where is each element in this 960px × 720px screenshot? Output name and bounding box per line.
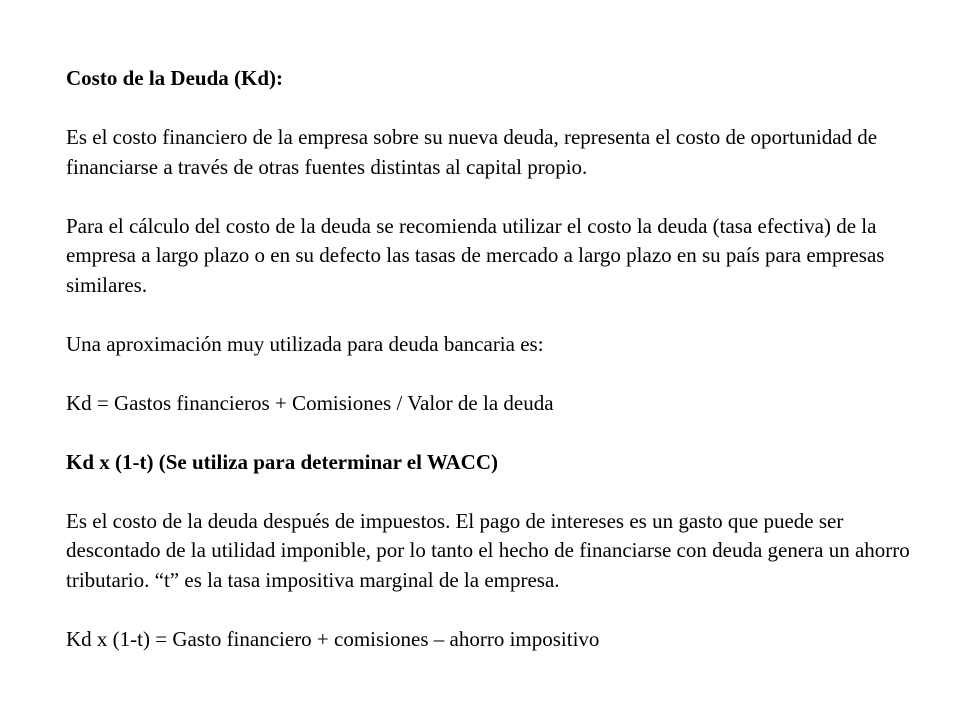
formula-kd: Kd = Gastos financieros + Comisiones / Valor de la deuda <box>66 390 554 415</box>
after-tax-heading: Kd x (1-t) (Se utiliza para determinar el WACC) <box>66 449 498 474</box>
slide-content <box>66 64 926 684</box>
after-tax-explanation: Es el costo de la deuda después de impuestos. El pago de intereses es un gasto que puede ser descontado de la utilidad imponible, por lo tanto el hecho de financiarse con deuda genera un ahorro tributario. “t” es la tasa impositiva marginal de la empresa. <box>66 508 910 592</box>
intro-paragraph: Es el costo financiero de la empresa sobre su nueva deuda, representa el costo de oportunidad de financiarse a través de otras fuentes distintas al capital propio. <box>66 125 878 179</box>
calculation-paragraph: Para el cálculo del costo de la deuda se recomienda utilizar el costo la deuda (tasa efectiva) de la empresa a largo plazo o en su defecto las tasas de mercado a largo plazo en su país para empresas similares. <box>66 213 885 297</box>
formula-after-tax: Kd x (1-t) = Gasto financiero + comisiones – ahorro impositivo <box>66 626 600 651</box>
approximation-intro: Una aproximación muy utilizada para deuda bancaria es: <box>66 331 544 356</box>
section-heading: Costo de la Deuda (Kd): <box>66 66 284 90</box>
